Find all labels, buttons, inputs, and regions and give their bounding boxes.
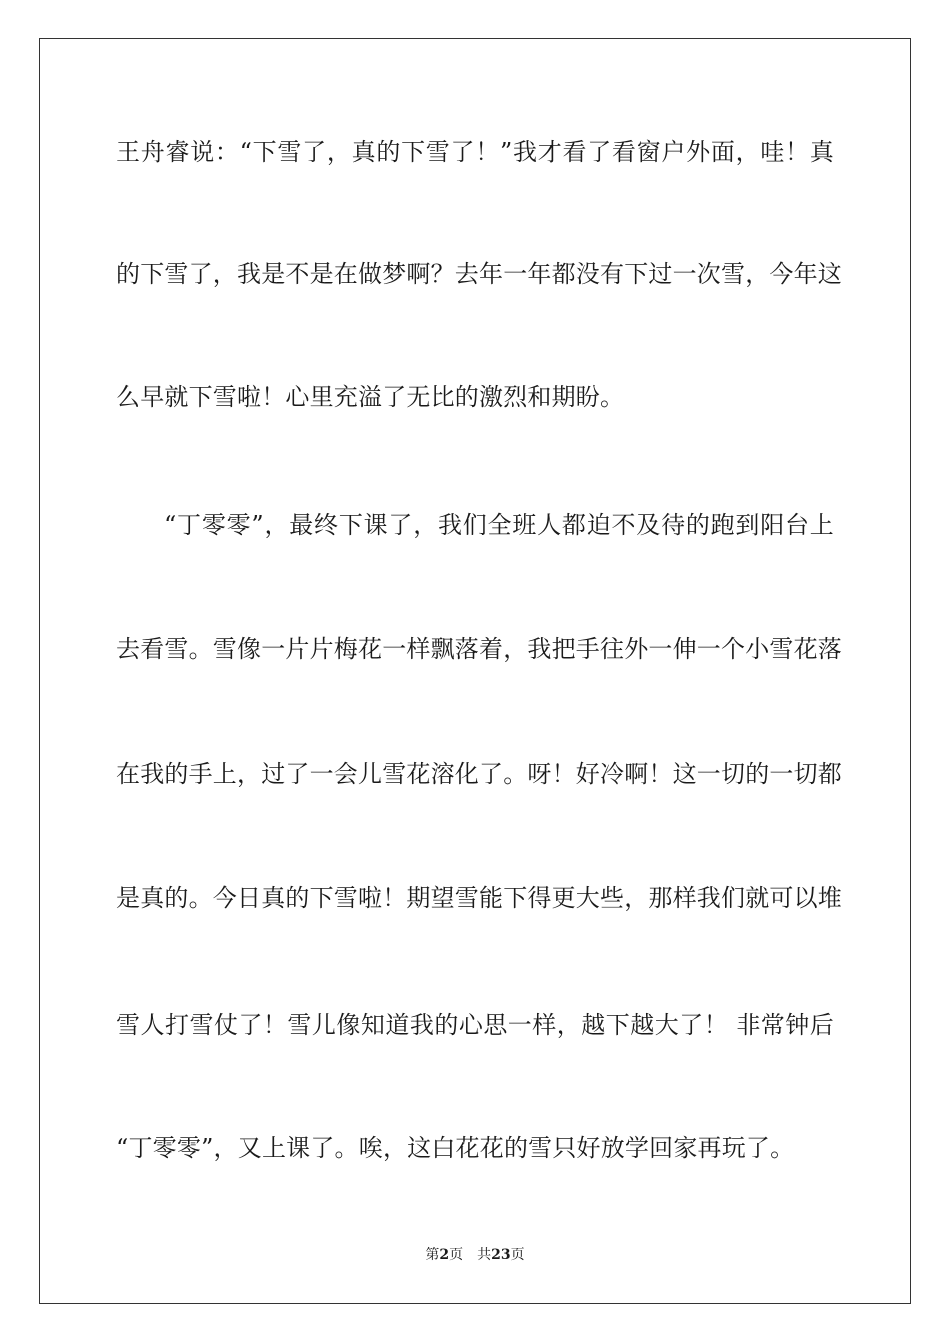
text-line-7: 是真的。今日真的下雪啦！期望雪能下得更大些，那样我们就可以堆 xyxy=(116,884,842,912)
text-line-5: 去看雪。雪像一片片梅花一样飘落着，我把手往外一伸一个小雪花落 xyxy=(116,635,842,663)
total-prefix: 共 xyxy=(477,1247,492,1263)
text-line-8: 雪人打雪仗了！雪儿像知道我的心思一样，越下越大了！ 非常钟后 xyxy=(116,1011,834,1039)
page-suffix: 页 xyxy=(449,1247,464,1263)
text-line-4-paragraph-start: “丁零零”，最终下课了，我们全班人都迫不及待的跑到阳台上 xyxy=(164,511,834,539)
total-pages: 23 xyxy=(491,1247,511,1263)
page-prefix: 第 xyxy=(425,1247,440,1263)
page-border xyxy=(39,38,911,1304)
page-footer xyxy=(0,1246,950,1264)
text-line-3: 么早就下雪啦！心里充溢了无比的激烈和期盼。 xyxy=(116,383,625,411)
total-suffix: 页 xyxy=(510,1247,525,1263)
page-number: 2 xyxy=(439,1247,450,1263)
text-line-6: 在我的手上，过了一会儿雪花溶化了。呀！好冷啊！这一切的一切都 xyxy=(116,760,842,788)
text-line-9: “丁零零”，又上课了。唉，这白花花的雪只好放学回家再玩了。 xyxy=(116,1134,795,1162)
text-line-2: 的下雪了，我是不是在做梦啊？去年一年都没有下过一次雪，今年这 xyxy=(116,260,842,288)
text-line-1: 王舟睿说：“下雪了，真的下雪了！”我才看了看窗户外面，哇！真 xyxy=(116,138,834,166)
